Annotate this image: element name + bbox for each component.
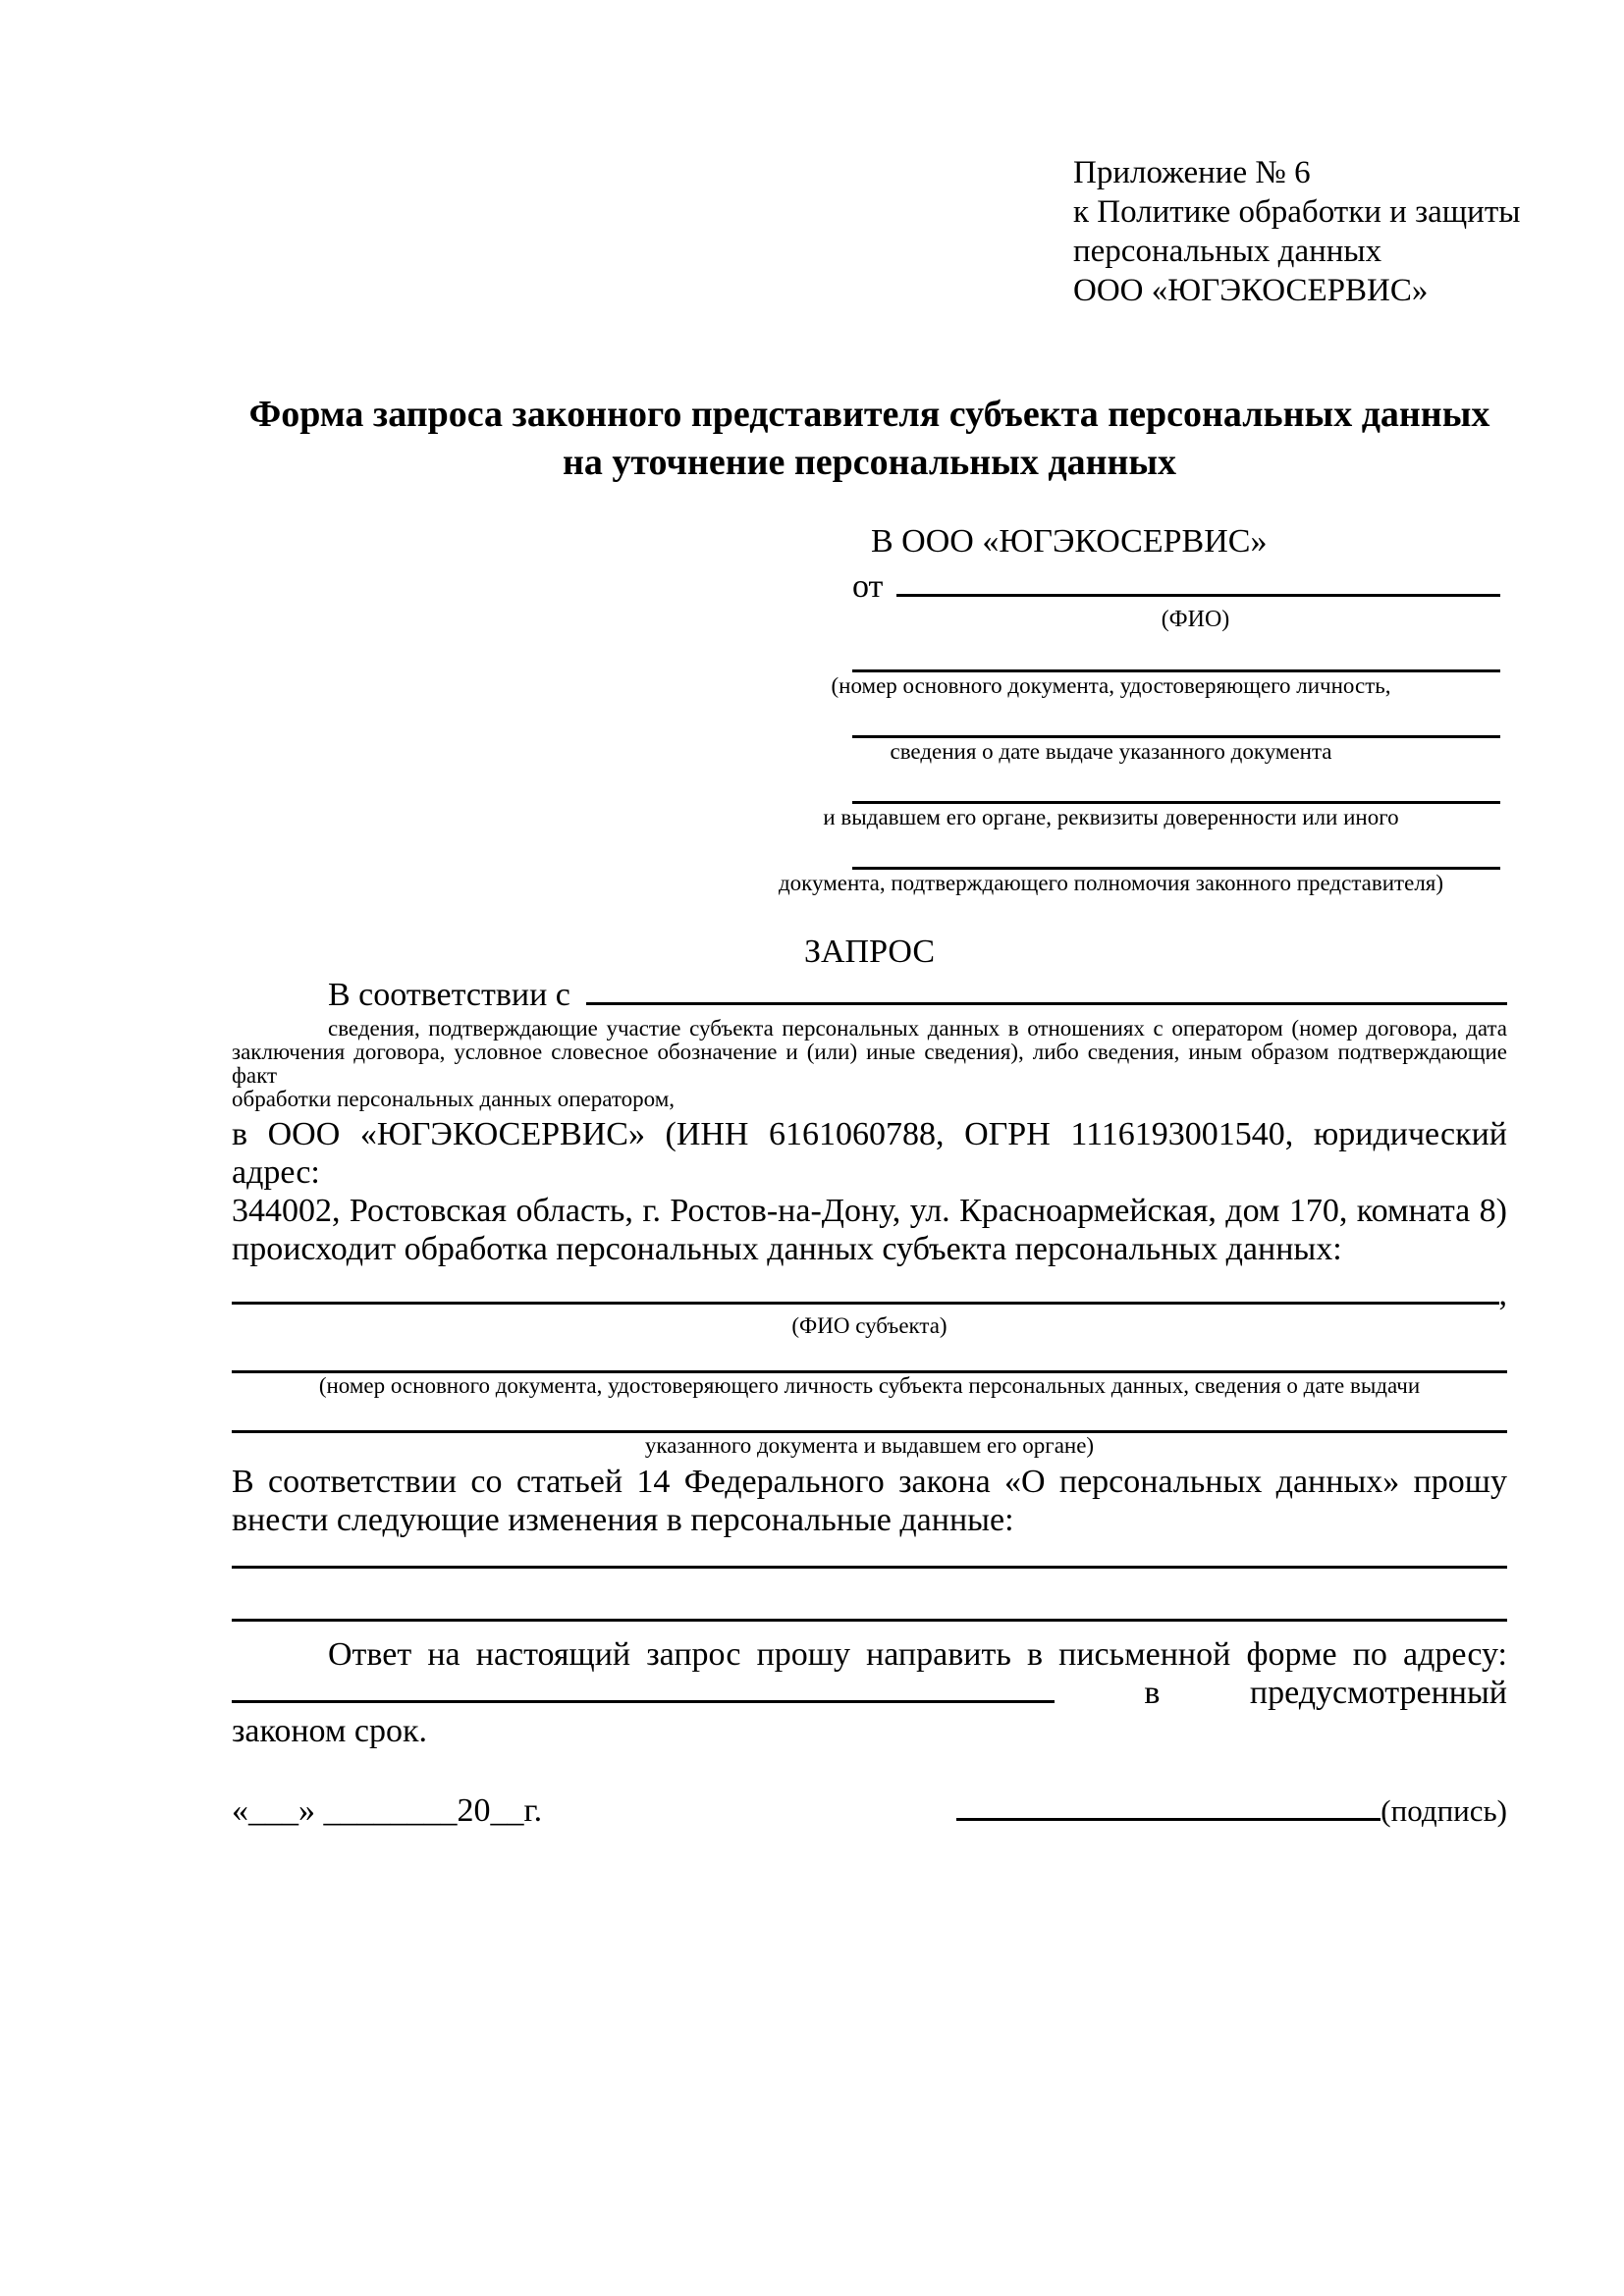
intro-label: В соответствии с	[328, 977, 570, 1013]
field-caption: документа, подтверждающего полномочия законного представителя)	[778, 871, 1444, 895]
blank-field-line	[852, 765, 1500, 804]
field-caption: сведения о дате выдаче указанного документа	[890, 739, 1332, 764]
field-group	[722, 830, 1500, 896]
blank-field-line	[232, 1399, 1507, 1433]
blank-field-line	[232, 1339, 1507, 1373]
field-caption: (номер основного документа, удостоверяющего личность субъекта персональных данных, сведения о дате выдачи	[318, 1373, 1421, 1398]
operator-paragraph-line: 344002, Ростовская область, г. Ростов-на-Дону, ул. Красноармейская, дом 170, комната 8)	[232, 1193, 1507, 1229]
addressee-block	[722, 522, 1500, 896]
footnote-line: обработки персональных данных оператором,	[232, 1087, 675, 1111]
appendix-line: Приложение № 6	[1073, 155, 1311, 190]
operator-paragraph-line: в ООО «ЮГЭКОСЕРВИС» (ИНН 6161060788, ОГРН 1116193001540, юридический адрес:	[232, 1116, 1507, 1191]
blank-field-line	[232, 1539, 1507, 1569]
caption-fio-subject: (ФИО субъекта)	[791, 1313, 947, 1338]
answer-word: предусмотренный	[1249, 1675, 1507, 1711]
addressee-organization: В ООО «ЮГЭКОСЕРВИС»	[871, 523, 1268, 560]
footnote-line: заключения договора, условное словесное обозначение и (или) иные сведения), либо сведения, иным образом подтверждающие факт	[232, 1040, 1507, 1088]
subject-fio-field-row	[232, 1275, 1507, 1313]
caption-fio: (ФИО)	[1161, 607, 1230, 632]
law-paragraph-line: В соответствии со статьей 14 Федерального закона «О персональных данных» прошу	[232, 1464, 1507, 1500]
appendix-line: персональных данных	[1073, 234, 1382, 269]
field-caption: указанного документа и выдавшем его органе)	[644, 1433, 1095, 1458]
field-caption: и выдавшем его органе, реквизиты доверенности или иного	[823, 805, 1399, 829]
law-paragraph-line: внести следующие изменения в персональные данные:	[232, 1502, 1014, 1538]
appendix-block	[1073, 153, 1520, 310]
trailing-comma: ,	[1498, 1276, 1507, 1312]
signature-caption: (подпись)	[1380, 1793, 1507, 1828]
field-group	[722, 699, 1500, 765]
appendix-line: ООО «ЮГЭКОСЕРВИС»	[1073, 273, 1429, 308]
document-title-line: Форма запроса законного представителя субъекта персональных данных	[248, 394, 1490, 435]
document-title	[232, 391, 1507, 487]
answer-word: в	[1144, 1675, 1161, 1711]
answer-paragraph	[232, 1635, 1507, 1750]
blank-field-line	[232, 1278, 1499, 1305]
blank-field-line	[232, 1569, 1507, 1622]
answer-address-row	[232, 1674, 1507, 1712]
blank-field-line	[852, 699, 1500, 738]
footnote-paragraph	[232, 1017, 1507, 1111]
law-paragraph	[232, 1463, 1507, 1539]
answer-paragraph-line: законом срок.	[232, 1713, 427, 1749]
date-placeholder: «___» ________20__г.	[232, 1792, 543, 1829]
operator-paragraph	[232, 1115, 1507, 1268]
date-signature-row	[232, 1791, 1507, 1830]
field-caption: (номер основного документа, удостоверяющего личность,	[831, 673, 1391, 698]
from-label: от	[852, 568, 884, 605]
blank-field-line	[586, 977, 1507, 1005]
field-group	[722, 765, 1500, 830]
field-group	[722, 633, 1500, 699]
blank-field-line	[232, 1677, 1055, 1703]
signature-line	[956, 1794, 1380, 1821]
request-heading: ЗАПРОС	[803, 934, 936, 970]
from-field-row	[722, 567, 1500, 607]
answer-paragraph-line: Ответ на настоящий запрос прошу направить в письменной форме по адресу:	[328, 1636, 1507, 1673]
request-body	[232, 933, 1507, 1830]
signature-group	[956, 1791, 1507, 1830]
footnote-line: сведения, подтверждающие участие субъекта персональных данных в отношениях с оператором (номер договора, дата	[328, 1016, 1507, 1041]
intro-field-row	[232, 976, 1507, 1014]
blank-field-line	[896, 568, 1500, 597]
document-title-line: на уточнение персональных данных	[562, 442, 1177, 483]
operator-paragraph-line: происходит обработка персональных данных субъекта персональных данных:	[232, 1231, 1342, 1267]
blank-field-line	[852, 830, 1500, 870]
blank-field-line	[852, 633, 1500, 672]
appendix-line: к Политике обработки и защиты	[1073, 194, 1521, 230]
